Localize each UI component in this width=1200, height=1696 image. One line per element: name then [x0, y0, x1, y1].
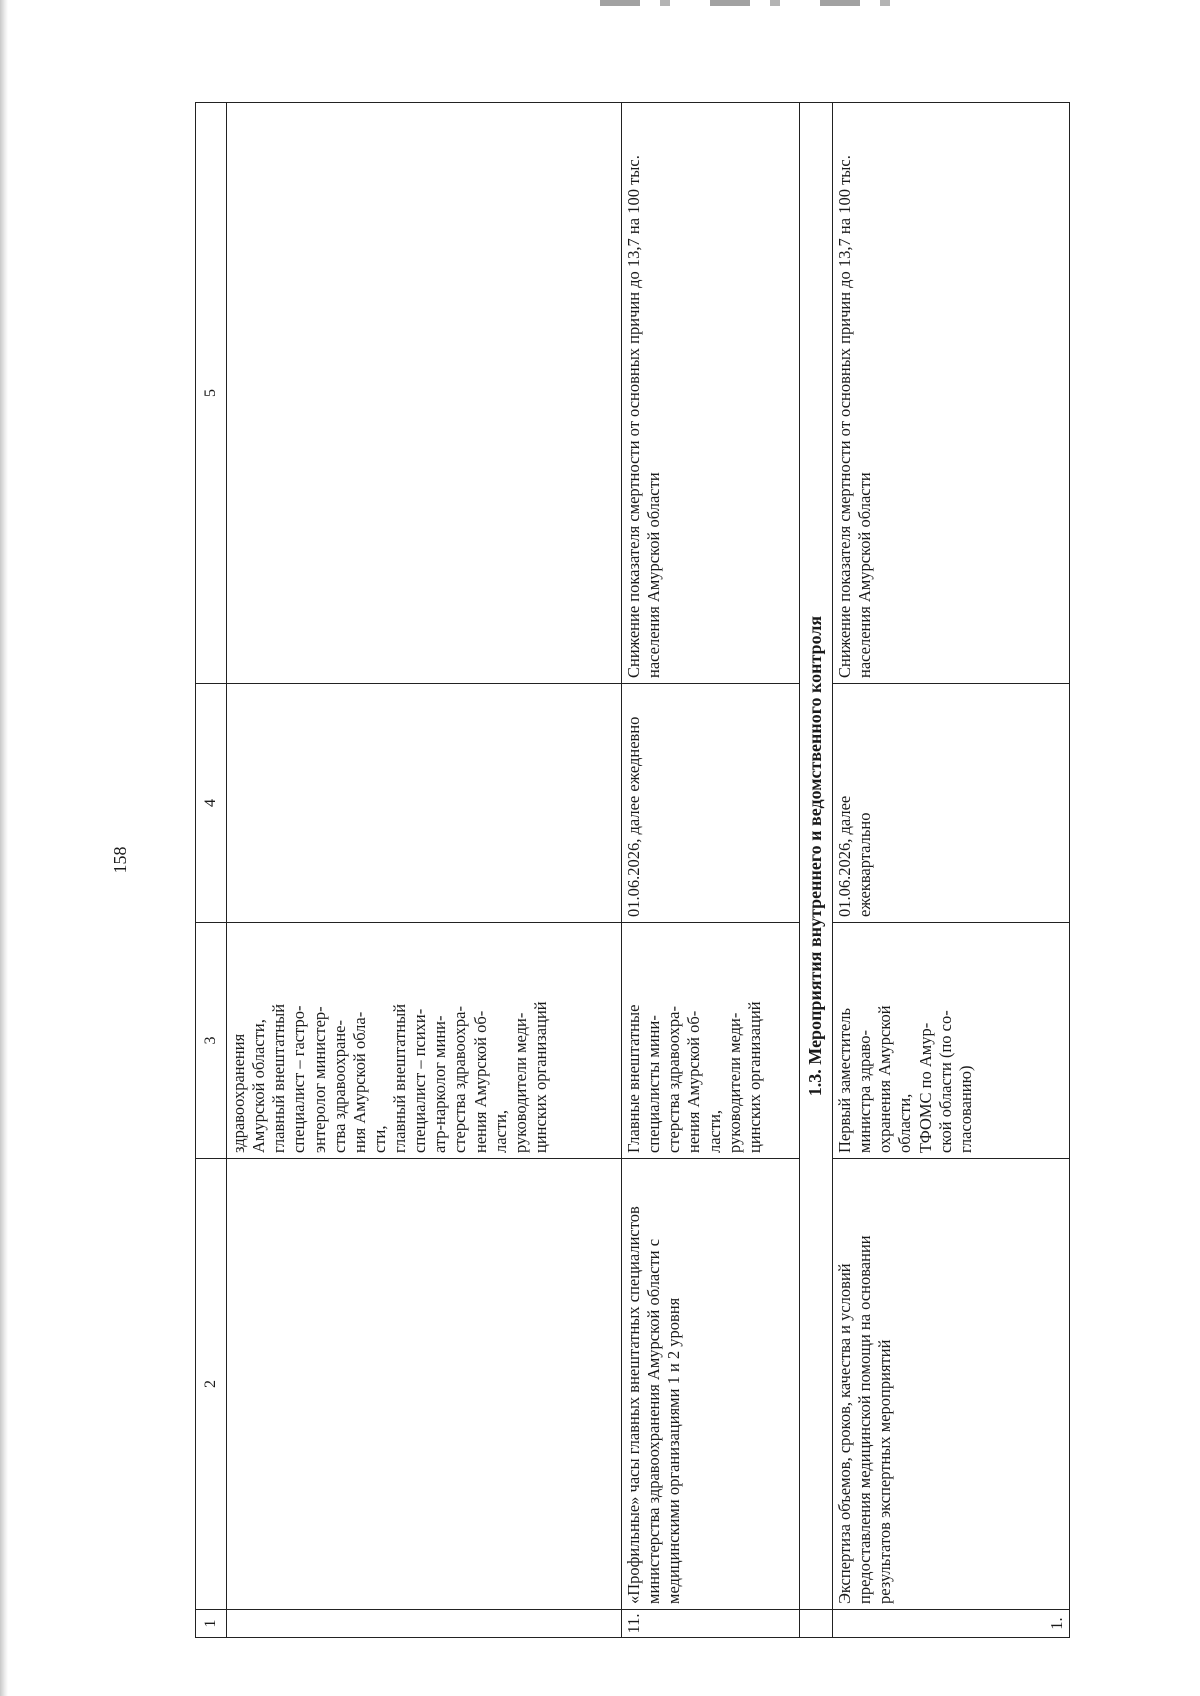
- table-row-continuation: [227, 103, 622, 1638]
- row-11-deadline: 01.06.2026, далее ежедневно: [622, 684, 800, 923]
- row-11-responsible: [622, 923, 800, 1159]
- responsible-line: Первый заместитель: [835, 1008, 854, 1153]
- responsible-line: Главные внештатные: [624, 1004, 643, 1153]
- responsible-line: руководители меди-: [724, 1012, 744, 1153]
- table-row-1: [833, 103, 1070, 1638]
- scan-artifact-marks: [600, 0, 930, 6]
- responsible-line: специалисты мини-: [644, 1015, 664, 1153]
- responsible-line: цинских организаций: [744, 1001, 764, 1153]
- responsible-line: специалист – психи-: [410, 1008, 430, 1153]
- table-row-11: [622, 103, 800, 1638]
- responsible-line: нения Амурской об-: [470, 1010, 490, 1153]
- responsible-line: руководители меди-: [510, 1012, 530, 1153]
- responsible-line: цинских организаций: [530, 1001, 550, 1153]
- responsible-line: здравоохранения: [229, 1033, 248, 1153]
- cont-result-cell: [227, 103, 622, 684]
- responsible-line: нения Амурской об-: [684, 1010, 704, 1153]
- header-col-3: 3: [196, 923, 227, 1159]
- cont-activity-cell: [227, 1159, 622, 1610]
- responsible-line: области,: [895, 1093, 915, 1153]
- table-header-row: [196, 103, 227, 1638]
- row-1-activity: Экспертиза объемов, сроков, качества и условий предоставления медицинской помощи на основании результатов экспертных мероприятий: [833, 1159, 1070, 1610]
- cont-deadline-cell: [227, 684, 622, 923]
- responsible-line: стерства здравоохра-: [664, 1006, 684, 1153]
- responsible-line: ТФОМС по Амур-: [915, 1022, 935, 1153]
- scan-edge-shadow: [0, 0, 8, 1696]
- responsible-line: сти,: [369, 1125, 389, 1153]
- responsible-line: ской области (по со-: [935, 1010, 955, 1153]
- responsible-line: специалист – гастро-: [289, 1005, 309, 1153]
- responsible-line: Амурской области,: [249, 1019, 269, 1153]
- row-1-responsible: [833, 923, 1070, 1159]
- responsible-line: стерства здравоохра-: [450, 1006, 470, 1153]
- responsible-line: ства здравоохране-: [329, 1020, 349, 1153]
- header-col-2: 2: [196, 1159, 227, 1610]
- row-11-result: Снижение показателя смертности от основных причин до 13,7 на 100 тыс. населения Амурской области: [622, 103, 800, 684]
- responsible-line: охранения Амурской: [875, 1005, 895, 1153]
- responsible-line: атр-нарколог мини-: [430, 1015, 450, 1153]
- responsible-line: гласованию): [955, 1065, 975, 1153]
- plan-table: [195, 102, 1070, 1638]
- row-1-result: Снижение показателя смертности от основных причин до 13,7 на 100 тыс. населения Амурской области: [833, 103, 1070, 684]
- cont-responsible-cell: [227, 923, 622, 1159]
- row-1-deadline: 01.06.2026, далее ежеквартально: [833, 684, 1070, 923]
- section-title: 1.3. Мероприятия внутреннего и ведомственного контроля: [800, 103, 833, 1610]
- header-col-1: 1: [196, 1610, 227, 1638]
- responsible-line: главный внештатный: [390, 1003, 409, 1153]
- row-11-activity: «Профильные» часы главных внештатных специалистов министерства здравоохранения Амурской области с медицинскими организациями 1 и 2 уровня: [622, 1159, 800, 1610]
- rotated-table-container: [195, 148, 1070, 1638]
- section-num-cell: [800, 1610, 833, 1638]
- row-11-num: 11.: [622, 1610, 800, 1638]
- responsible-line: ласти,: [490, 1109, 510, 1153]
- responsible-line: ласти,: [704, 1109, 724, 1153]
- page-number: 158: [110, 846, 130, 874]
- responsible-line: энтеролог министер-: [309, 1006, 329, 1153]
- responsible-line: ния Амурской обла-: [349, 1011, 369, 1153]
- section-header-row: [800, 103, 833, 1638]
- responsible-line: главный внештатный: [269, 1003, 289, 1153]
- header-col-4: 4: [196, 684, 227, 923]
- row-1-num: 1.: [833, 1610, 1070, 1638]
- cont-num-cell: [227, 1610, 622, 1638]
- header-col-5: 5: [196, 103, 227, 684]
- responsible-line: министра здраво-: [855, 1030, 875, 1153]
